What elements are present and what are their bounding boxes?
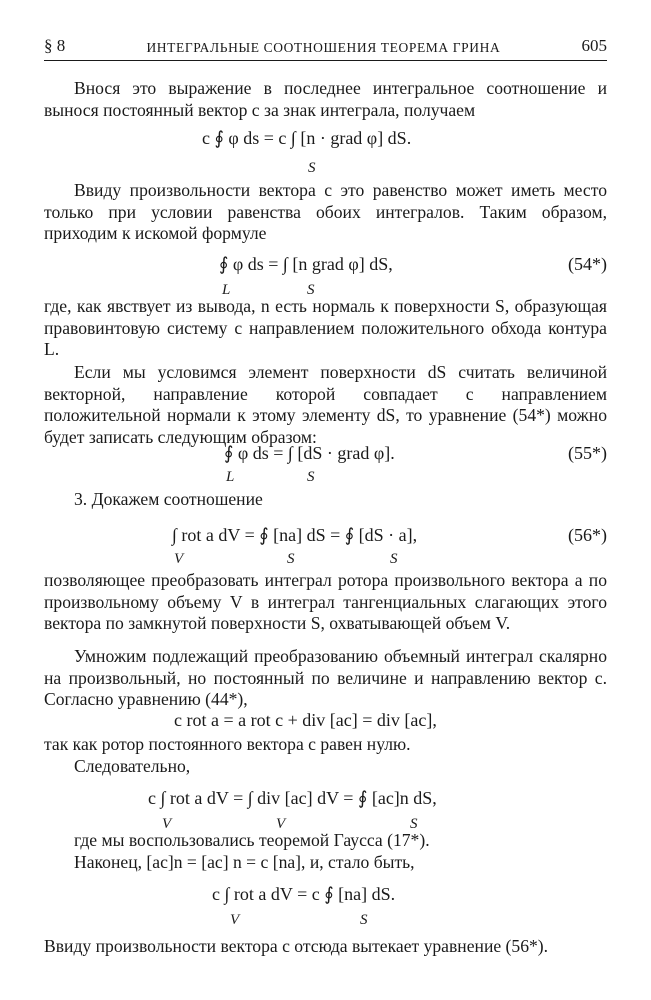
paragraph-1: Внося это выражение в последнее интегральное соотношение и вынося постоянный вектор c за знак интеграла, получаем bbox=[44, 78, 607, 120]
limit-S: S bbox=[360, 912, 368, 928]
running-header bbox=[44, 30, 607, 56]
paragraph-8: так как ротор постоянного вектора c равен нулю. bbox=[44, 734, 411, 754]
equation-56 bbox=[44, 519, 607, 571]
equation-56-text: ∫ rot a dV = ∮ [na] dS = ∮ [dS · a], bbox=[172, 525, 418, 545]
limit-V: V bbox=[162, 816, 172, 832]
limit-V: V bbox=[276, 816, 286, 832]
equation-55 bbox=[44, 437, 607, 487]
equation-54-text: ∮ φ ds = ∫ [n grad φ] dS, bbox=[219, 254, 393, 274]
equation-label-54: (54*) bbox=[568, 254, 607, 274]
paragraph-5: 3. Докажем соотношение bbox=[74, 489, 263, 509]
paragraph-9: Следовательно, bbox=[74, 756, 191, 776]
equation-7-text: c ∫ rot a dV = c ∮ [na] dS. bbox=[212, 884, 396, 904]
paragraph-12: Ввиду произвольности вектора c отсюда вытекает уравнение (56*). bbox=[44, 936, 549, 956]
limit-S: S bbox=[390, 551, 398, 567]
running-title: ИНТЕГРАЛЬНЫЕ СООТНОШЕНИЯ ТЕОРЕМА ГРИНА bbox=[146, 40, 501, 55]
limit-L: L bbox=[226, 469, 235, 485]
paragraph-6: позволяющее преобразовать интеграл ротора произвольного вектора a по произвольному объему V в интеграл тангенциальных слагающих этого вектора по замкнутой поверхности S, охватывающей объем V. bbox=[44, 570, 607, 634]
equation-7 bbox=[44, 876, 607, 930]
equation-5 bbox=[44, 708, 607, 736]
limit-S: S bbox=[287, 551, 295, 567]
paragraph-7: Умножим подлежащий преобразованию объемный интеграл скалярно на произвольный, но постоянный по величине и направлению вектор c. Согласно уравнению (44*), bbox=[44, 646, 607, 710]
limit-S: S bbox=[410, 816, 418, 832]
paragraph-4: Если мы условимся элемент поверхности dS считать величиной векторной, направление которой совпадает с направлением положительной нормали к этому элементу dS, то уравнение (54*) можно будет записать следующим образом: bbox=[44, 362, 607, 447]
equation-label-55: (55*) bbox=[568, 443, 607, 463]
paragraph-2: Ввиду произвольности вектора c это равенство может иметь место только при условии равенства обоих интегралов. Таким образом, приходим к искомой формуле bbox=[44, 180, 607, 244]
equation-1 bbox=[44, 120, 607, 182]
equation-55-text: ∮ φ ds = ∫ [dS · grad φ]. bbox=[224, 443, 395, 463]
equation-label-56: (56*) bbox=[568, 525, 607, 545]
paragraph-11: Наконец, [ac]n = [ac] n = c [na], и, стало быть, bbox=[74, 852, 415, 872]
limit-S: S bbox=[308, 160, 316, 176]
header-rule bbox=[44, 60, 607, 61]
equation-1-text: c ∮ φ ds = c ∫ [n · grad φ] dS. bbox=[202, 128, 412, 148]
limit-S: S bbox=[307, 469, 315, 485]
limit-L: L bbox=[222, 282, 231, 298]
section-number: § 8 bbox=[44, 36, 66, 55]
equation-6 bbox=[44, 780, 607, 832]
equation-5-text: c rot a = a rot c + div [ac] = div [ac], bbox=[174, 710, 437, 730]
paragraph-10: где мы воспользовались теоремой Гаусса (17*). bbox=[74, 830, 430, 850]
equation-6-text: c ∫ rot a dV = ∫ div [ac] dV = ∮ [ac]n dS, bbox=[148, 788, 437, 808]
equation-54 bbox=[44, 248, 607, 300]
paragraph-3: где, как явствует из вывода, n есть нормаль к поверхности S, образующая правовинтовую систему с направлением положительного обхода контура L. bbox=[44, 296, 607, 360]
limit-V: V bbox=[174, 551, 184, 567]
limit-V: V bbox=[230, 912, 240, 928]
page-number: 605 bbox=[581, 36, 607, 55]
limit-S: S bbox=[307, 282, 315, 298]
